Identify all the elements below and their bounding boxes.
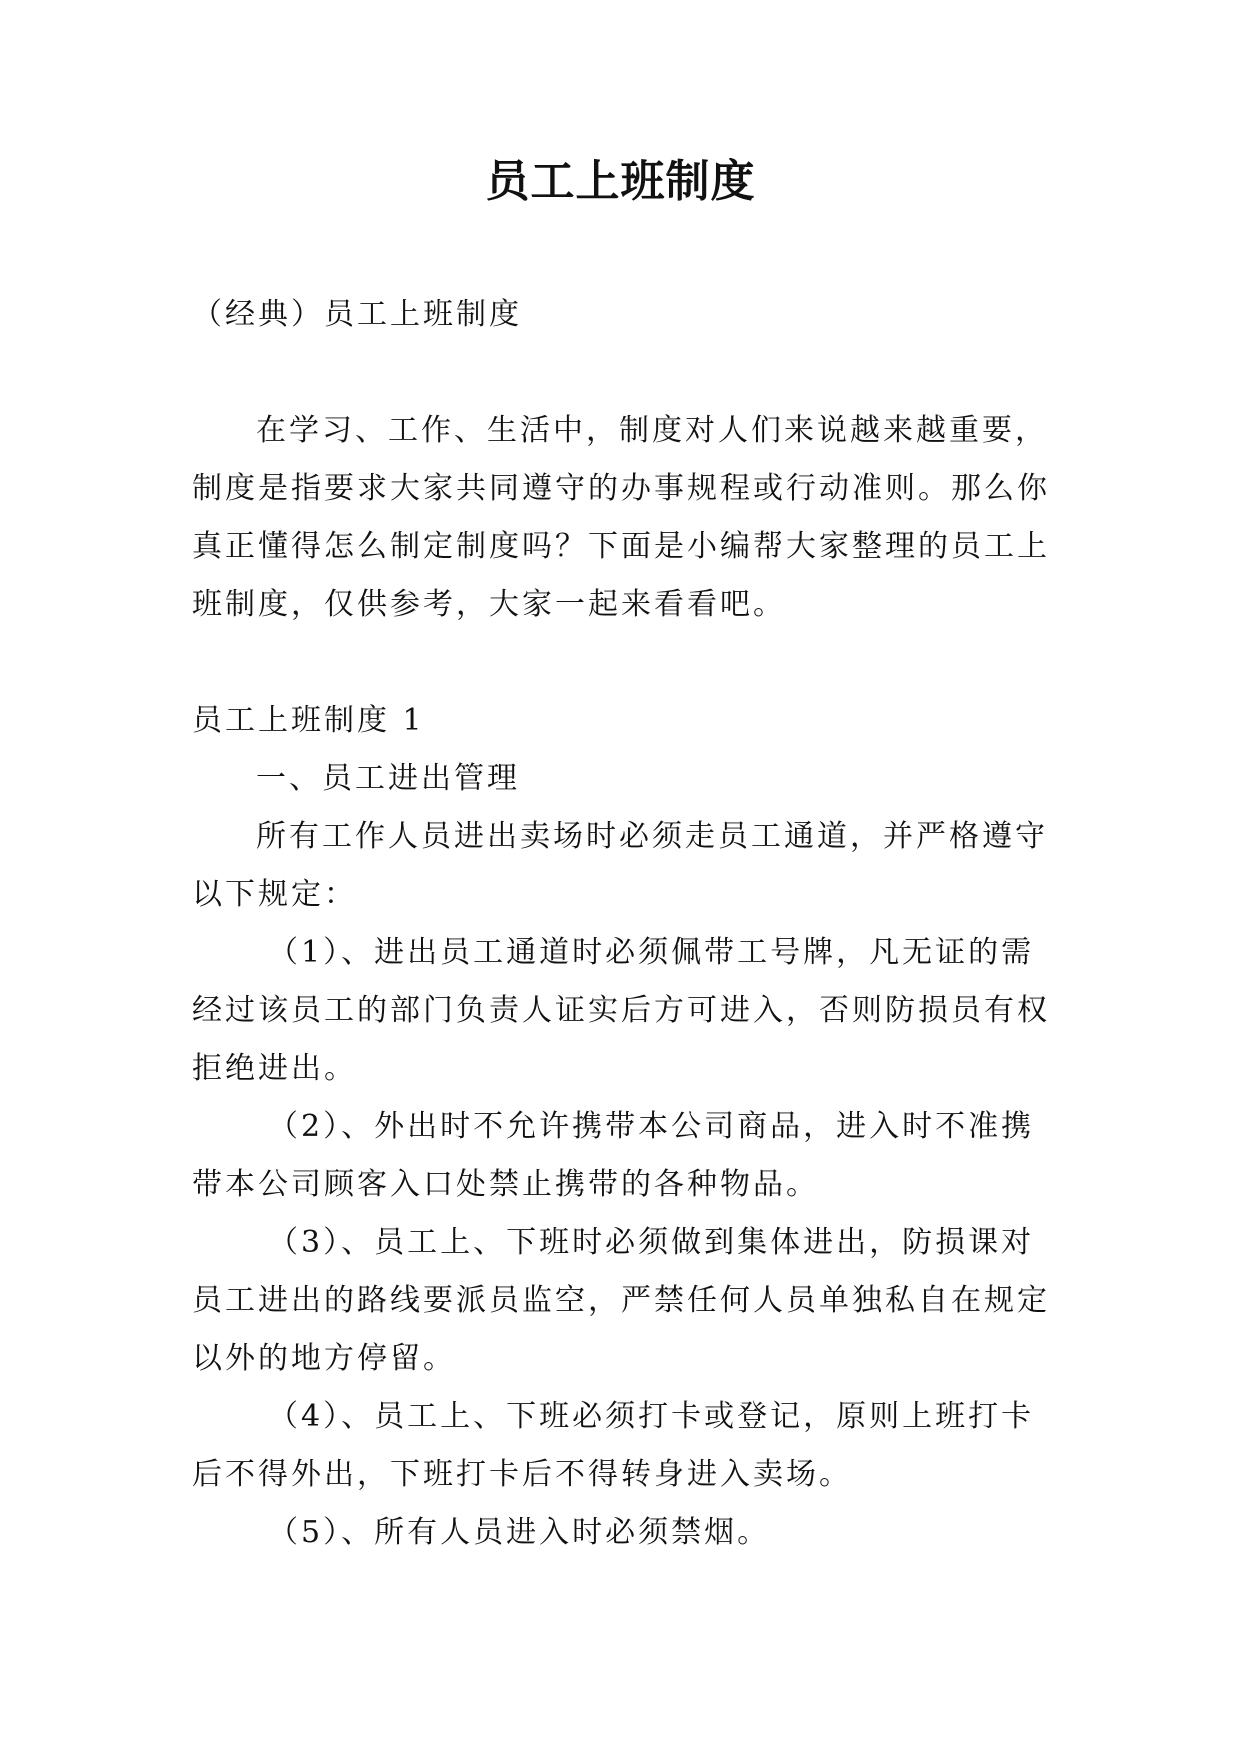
rule-item: （3）、员工上、下班时必须做到集体进出，防损课对员工进出的路线要派员监空，严禁任何人员单独私自在规定以外的地方停留。 <box>192 1225 1050 1376</box>
section-title: 员工上班制度 1 <box>192 703 425 738</box>
document-title: 员工上班制度 <box>485 156 756 207</box>
rule-item: （4）、员工上、下班必须打卡或登记，原则上班打卡后不得外出，下班打卡后不得转身进入卖场。 <box>192 1399 1035 1492</box>
rule-item: （5）、所有人员进入时必须禁烟。 <box>268 1515 771 1550</box>
document-body <box>192 286 1062 1562</box>
intro-paragraph: 在学习、工作、生活中，制度对人们来说越来越重要，制度是指要求大家共同遵守的办事规程或行动准则。那么你真正懂得怎么制定制度吗？下面是小编帮大家整理的员工上班制度，仅供参考，大家一起来看看吧。 <box>192 413 1050 622</box>
document-subtitle: （经典）员工上班制度 <box>192 297 522 332</box>
rule-item: （2）、外出时不允许携带本公司商品，进入时不准携带本公司顾客入口处禁止携带的各种物品。 <box>192 1109 1035 1202</box>
rule-item: （1）、进出员工通道时必须佩带工号牌，凡无证的需经过该员工的部门负责人证实后方可进入，否则防损员有权拒绝进出。 <box>192 935 1050 1086</box>
rule-intro-paragraph: 所有工作人员进出卖场时必须走员工通道，并严格遵守以下规定： <box>192 819 1048 912</box>
subsection-title: 一、员工进出管理 <box>256 761 520 796</box>
